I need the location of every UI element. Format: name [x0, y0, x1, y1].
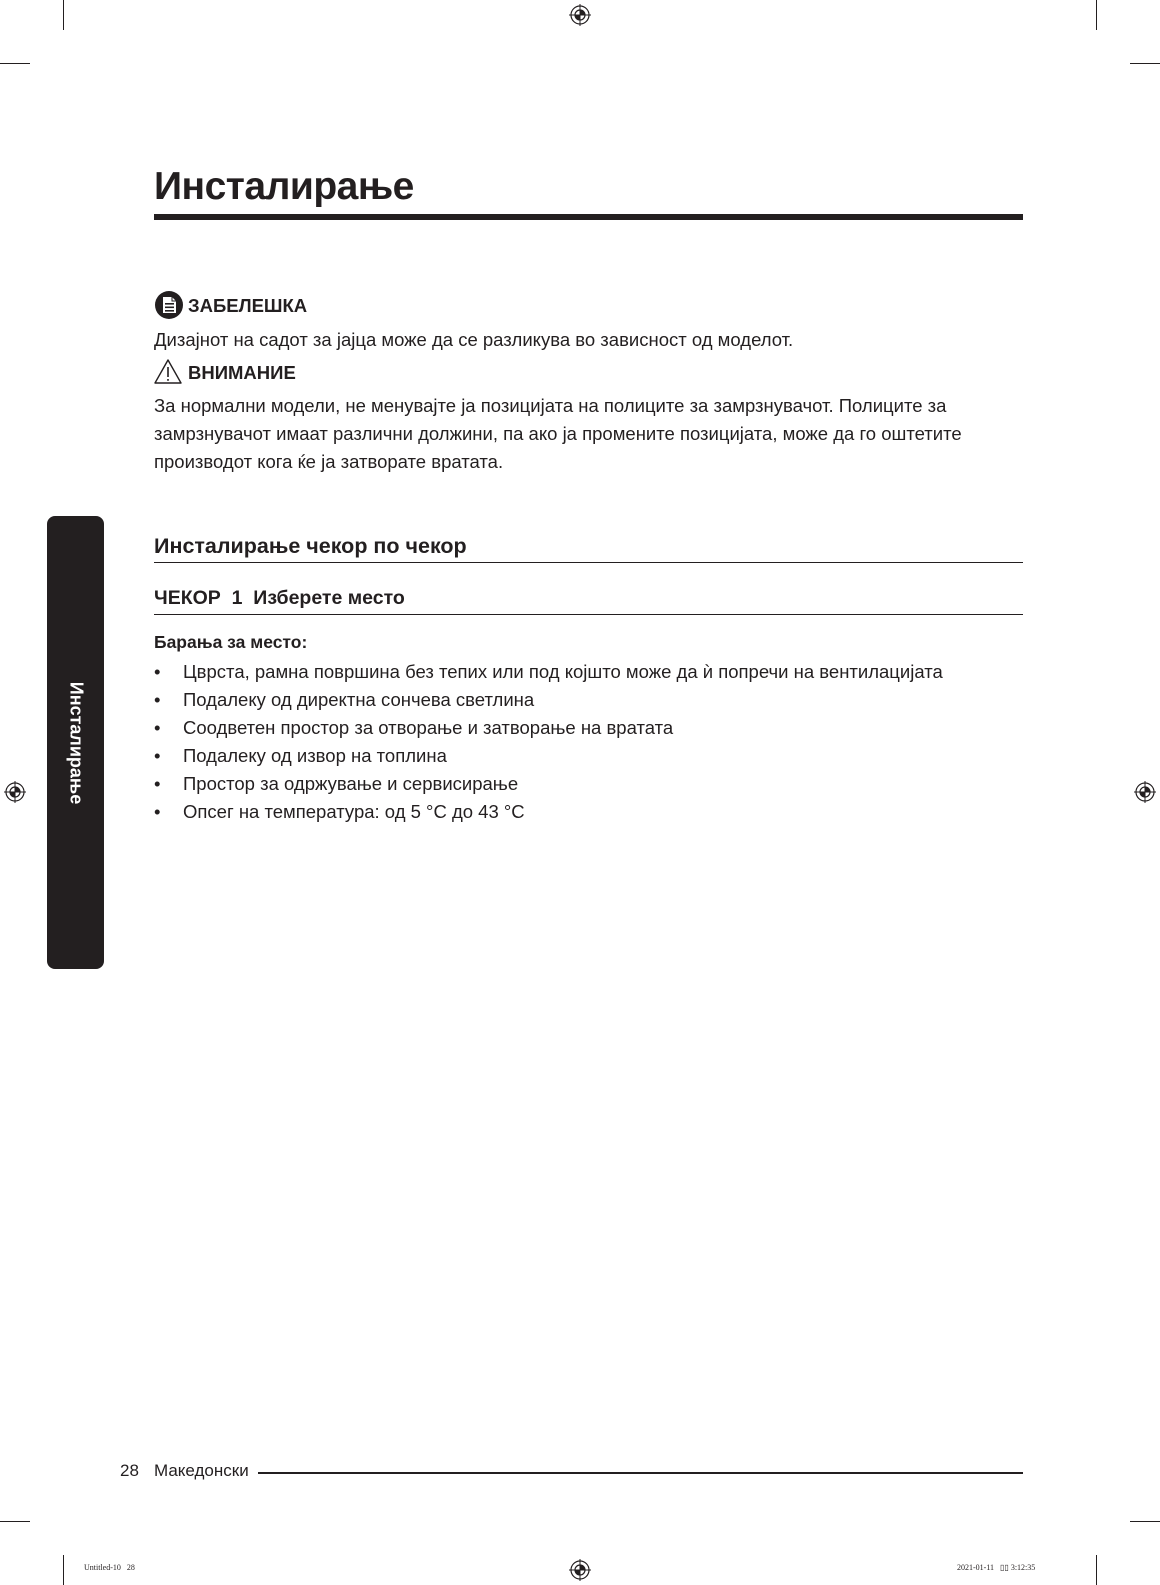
- side-tab-label: Инсталирање: [66, 681, 86, 804]
- warning-triangle-icon: [153, 358, 183, 385]
- title-rule: [154, 214, 1023, 220]
- caution-text: За нормални модели, не менувајте ја позицијата на полиците за замрзнувачот. Полиците за замрзнувачот имаат различни должини, па ако ја промените позицијата, може да го оштетите производот кога ќе ја затворате вратата.: [154, 395, 962, 472]
- crop-mark-top-left-vertical: [63, 0, 64, 30]
- footer-rule: [258, 1472, 1023, 1474]
- page-number: 28: [120, 1461, 139, 1480]
- bullet-icon: •: [154, 689, 161, 710]
- crop-mark-bottom-left-horizontal: [0, 1521, 30, 1522]
- list-item-text: Соодветен простор за отворање и затворање на вратата: [183, 717, 674, 738]
- list-item: [154, 686, 943, 714]
- step-title: ЧЕКОР 1 Изберете место: [154, 587, 405, 609]
- note-heading: ЗАБЕЛЕШКА: [188, 295, 308, 316]
- side-tab: [47, 516, 104, 969]
- requirements-label: Барања за место:: [154, 632, 308, 652]
- crop-mark-top-right-vertical: [1096, 0, 1097, 30]
- list-item-text: Опсег на температура: од 5 °C до 43 °C: [183, 801, 525, 822]
- print-slug-right: 2021-01-11 ▯▯ 3:12:35: [957, 1563, 1036, 1572]
- bullet-icon: •: [154, 801, 161, 822]
- crop-mark-bottom-left-vertical: [63, 1555, 64, 1585]
- list-item: [154, 798, 943, 826]
- page-title: Инсталирање: [154, 165, 414, 208]
- section-rule: [154, 562, 1023, 563]
- note-icon: [154, 290, 184, 320]
- registration-mark-icon: [569, 1559, 591, 1581]
- registration-mark-icon: [1134, 781, 1156, 803]
- crop-mark-bottom-right-vertical: [1096, 1555, 1097, 1585]
- note-text: Дизајнот на садот за јајца може да се разликува во зависност од моделот.: [154, 329, 794, 350]
- crop-mark-bottom-right-horizontal: [1130, 1521, 1160, 1522]
- bullet-icon: •: [154, 717, 161, 738]
- list-item: [154, 742, 943, 770]
- footer-language: Македонски: [154, 1461, 249, 1480]
- step-rule: [154, 614, 1023, 615]
- crop-mark-top-right-horizontal: [1130, 63, 1160, 64]
- print-slug-left: Untitled-10 28: [84, 1563, 135, 1572]
- bullet-icon: •: [154, 745, 161, 766]
- list-item-text: Цврста, рамна површина без тепих или под којшто може да ѝ попречи на вентилацијата: [183, 661, 943, 682]
- section-title: Инсталирање чекор по чекор: [154, 534, 467, 558]
- list-item: [154, 770, 943, 798]
- list-item-text: Подалеку од директна сончева светлина: [183, 689, 535, 710]
- list-item: [154, 658, 943, 686]
- registration-mark-icon: [4, 781, 26, 803]
- list-item-text: Простор за одржување и сервисирање: [183, 773, 519, 794]
- requirements-list: [154, 658, 943, 826]
- bullet-icon: •: [154, 773, 161, 794]
- crop-mark-top-left-horizontal: [0, 63, 30, 64]
- registration-mark-icon: [569, 4, 591, 26]
- bullet-icon: •: [154, 661, 161, 682]
- caution-heading: ВНИМАНИЕ: [188, 362, 296, 383]
- list-item-text: Подалеку од извор на топлина: [183, 745, 447, 766]
- list-item: [154, 714, 943, 742]
